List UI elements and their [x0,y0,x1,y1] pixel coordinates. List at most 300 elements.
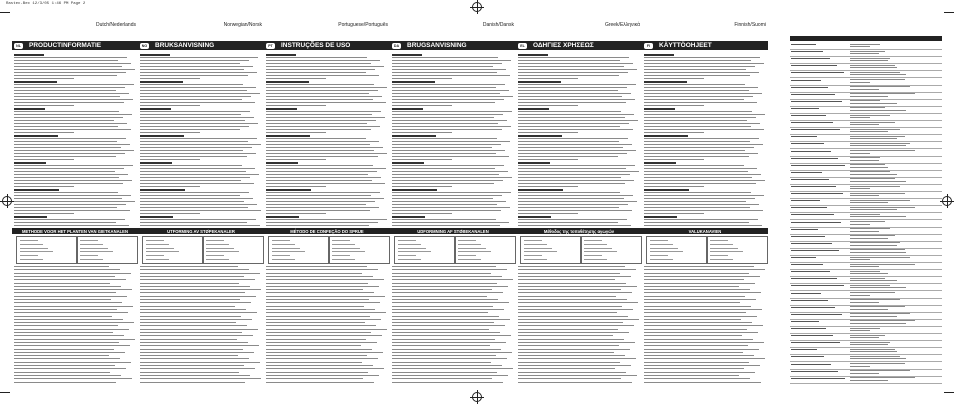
text-line [266,368,384,369]
text-line [518,153,627,154]
diagram-line [584,255,602,256]
text-line [14,368,126,369]
text-line [644,63,764,64]
text-line [392,174,499,175]
diagram-line [524,244,547,245]
text-line [266,60,380,61]
text-line [644,296,745,297]
text-line [14,165,133,166]
sprue-diagram [646,236,708,264]
diagram-line [584,248,612,249]
cell-value [850,122,895,123]
cell-value [850,245,897,246]
text-line [644,81,687,83]
method-header: METHODE VOOR HET PLANTEN VAN GIETKANALEN [12,228,138,234]
text-line [392,299,498,300]
text-line [392,162,424,164]
text-line [518,368,615,369]
text-line [266,309,375,310]
cell-value [850,65,895,66]
panel-header [264,41,390,50]
diagram-line [650,248,678,249]
text-line [14,358,120,359]
text-line [266,362,362,363]
cell-value [850,58,890,59]
text-line [392,66,493,67]
text-line [644,358,765,359]
text-line [140,90,247,91]
text-line [644,312,746,313]
cell-value [850,153,870,154]
text-line [518,266,625,267]
text-line [392,213,452,214]
text-line [14,276,115,277]
cell-label [791,172,822,173]
crop-mark [944,12,954,13]
cell-value [850,228,890,229]
text-line [14,225,129,226]
panel-header [516,41,642,50]
diagram-line [272,255,290,256]
cell-value [850,216,906,217]
text-line [140,299,240,300]
text-line [518,283,626,284]
text-line [14,180,132,181]
text-line [392,153,496,154]
text-line [140,93,260,94]
text-line [518,378,621,379]
text-line [266,312,386,313]
text-line [518,105,578,106]
cell-label [791,335,833,336]
text-line [266,372,368,373]
text-line [140,195,240,196]
text-line [644,362,749,363]
diagram-line [398,259,421,260]
text-line [644,309,762,310]
crop-mark [0,12,10,13]
text-line [140,368,255,369]
text-line [518,213,578,214]
diagram-line [398,251,431,252]
text-line [140,186,200,187]
text-line [14,102,124,103]
text-line [644,332,758,333]
text-line [392,96,513,97]
text-line [14,186,74,187]
text-line [644,273,749,274]
text-line [644,168,757,169]
text-line [14,174,128,175]
text-line [518,198,624,199]
text-line [392,129,502,130]
text-line [140,87,256,88]
text-line [518,159,578,160]
text-line [518,325,634,326]
text-line [14,332,113,333]
text-line [518,129,633,130]
cell-value [850,44,880,45]
cell-value [850,74,906,75]
cell-value [850,107,885,108]
text-line [518,69,637,70]
text-line [266,322,365,323]
text-line [140,283,239,284]
text-line [644,165,744,166]
language-panel [12,22,138,394]
text-line [140,225,260,226]
text-line [644,345,748,346]
text-line [518,299,627,300]
text-line [140,153,256,154]
cell-label [791,51,823,52]
text-line [266,72,366,73]
text-line [392,319,510,320]
text-line [266,289,363,290]
diagram-line [80,240,98,241]
cell-label [791,207,827,208]
text-line [518,309,633,310]
text-line [518,78,578,79]
text-line [518,108,549,110]
text-line [140,75,248,76]
text-line [392,135,436,137]
panel-header [642,41,768,50]
text-line [14,75,117,76]
cell-value [850,342,890,343]
text-line [14,219,125,220]
text-line [140,135,184,137]
text-line [266,375,379,376]
text-line [392,105,452,106]
text-line [518,365,631,366]
text-line [392,144,501,145]
text-line [266,111,381,112]
cell-value [850,328,880,329]
diagram-line [398,255,416,256]
text-line [266,382,374,383]
cell-label [791,222,841,223]
language-panel [264,22,390,394]
text-line [14,114,132,115]
text-line [140,183,254,184]
text-line [644,299,756,300]
text-line [644,156,749,157]
text-line [518,150,636,151]
text-line [644,87,758,88]
cell-value [850,299,900,300]
text-line [14,283,110,284]
text-line [140,358,249,359]
text-line [14,189,59,191]
cell-value [850,188,870,189]
text-line [140,132,200,133]
text-line [266,123,367,124]
cell-label [791,94,835,95]
text-line [518,87,627,88]
text-line [14,126,118,127]
text-line [392,108,423,110]
text-line [140,375,250,376]
text-line [392,93,500,94]
text-line [140,78,200,79]
text-line [140,66,253,67]
text-line [644,276,760,277]
text-line [644,144,763,145]
text-line [14,345,130,346]
text-line [518,269,636,270]
sprue-diagram [580,236,642,264]
cell-label [791,293,821,294]
panel-title: ΟΔΗΓΙΕΣ ΧΡΗΣΕΩΣ [533,42,594,49]
text-line [140,213,200,214]
diagram-line [80,244,103,245]
panel-title: BRUGSANVISNING [407,42,467,49]
sprue-diagram [454,236,516,264]
cell-label [791,101,842,102]
cell-value [850,309,888,310]
text-line [140,60,249,61]
text-line [140,325,247,326]
cell-label [791,364,831,365]
cell-value [850,370,910,371]
text-line [266,147,383,148]
text-line [266,349,372,350]
text-line [140,180,241,181]
diagram-line [20,251,53,252]
text-line [518,225,631,226]
text-line [518,195,633,196]
text-line [140,141,248,142]
cell-value [850,143,910,144]
text-line [644,117,756,118]
text-line [518,306,622,307]
diagram-line [710,240,728,241]
text-line [392,368,513,369]
text-line [644,105,704,106]
text-line [140,126,249,127]
cell-value [850,337,879,338]
cell-value [850,195,879,196]
text-line [266,378,363,379]
cell-label [791,80,821,81]
text-line [644,222,749,223]
text-line [14,162,46,164]
language-badge: EL [518,43,527,49]
text-line [14,111,119,112]
cell-value [850,280,897,281]
cell-value [850,138,897,139]
text-line [644,150,745,151]
text-line [14,84,134,85]
text-line [266,105,326,106]
text-line [266,299,369,300]
text-line [644,355,754,356]
text-line [644,60,751,61]
registration-mark [942,196,952,206]
diagram-line [20,255,38,256]
text-line [140,339,237,340]
diagram-line [524,251,557,252]
cell-value [850,51,885,52]
text-line [392,375,508,376]
sprue-diagram [76,236,138,264]
text-line [14,352,125,353]
cell-label [791,349,817,350]
text-line [392,332,500,333]
cell-value [850,242,900,243]
sprue-diagram [268,236,330,264]
language-badge: DA [393,43,400,48]
cell-value [850,373,879,374]
text-line [140,156,247,157]
text-line [14,296,127,297]
text-line [644,189,689,191]
sprue-diagram [520,236,582,264]
text-line [14,222,116,223]
text-line [14,372,110,373]
text-line [266,168,386,169]
text-line [644,368,744,369]
text-line [644,339,753,340]
cell-value [850,363,905,364]
text-line [518,332,629,333]
text-line [392,335,511,336]
diagram-line [20,248,48,249]
text-line [14,69,135,70]
cell-label [791,200,820,201]
language-badge: NL [14,43,23,49]
text-line [266,186,326,187]
cell-value [850,224,870,225]
text-line [140,120,245,121]
text-line [644,352,743,353]
panel-title: INSTRUÇÕES DE USO [281,42,351,49]
cell-label [791,58,830,59]
text-line [392,186,452,187]
text-line [266,316,370,317]
cell-label [791,115,826,116]
method-header: UTFORMING AV STØPEKANALER [138,228,264,234]
text-line [392,342,506,343]
crop-mark [944,392,954,393]
text-line [266,339,366,340]
cell-value [850,171,890,172]
text-line [392,309,504,310]
text-line [644,138,759,139]
diagram-line [146,255,164,256]
text-line [266,319,381,320]
text-line [392,312,488,313]
diagram-line [272,259,295,260]
cell-value [850,67,897,68]
cell-label [791,229,818,230]
text-line [140,362,260,363]
text-line [518,114,634,115]
text-line [266,302,380,303]
diagram-line [524,259,547,260]
text-line [266,69,375,70]
text-line [140,129,240,130]
diagram-line [458,255,476,256]
text-line [14,60,118,61]
text-line [518,286,637,287]
spec-sheet [790,36,942,386]
text-line [518,81,561,83]
cell-value [850,150,915,151]
text-line [266,93,369,94]
text-line [644,180,765,181]
text-line [392,114,503,115]
cell-value [850,259,870,260]
text-line [392,210,501,211]
text-line [518,180,634,181]
cell-value [850,93,915,94]
text-line [266,78,326,79]
text-line [14,375,121,376]
cell-value [850,249,905,250]
cell-value [850,306,905,307]
text-line [518,362,620,363]
text-line [14,54,44,56]
cell-label [791,65,837,66]
diagram-line [332,251,365,252]
diagram-line [272,240,290,241]
text-line [140,102,255,103]
text-line [266,213,326,214]
language-panel [390,22,516,394]
language-label: Greek/Ελληνικά [604,22,640,28]
text-line [392,279,513,280]
text-line [644,210,763,211]
text-line [518,63,633,64]
text-line [518,355,625,356]
method-header: MÉTODO DE CONFEÇÃO DO SPRUE [264,228,390,234]
text-line [644,126,751,127]
text-line [14,266,109,267]
text-line [644,102,757,103]
cell-value [850,351,897,352]
text-line [518,120,638,121]
text-line [392,57,498,58]
text-line [266,165,373,166]
diagram-line [80,259,103,260]
text-line [266,342,377,343]
text-line [644,171,748,172]
cell-value [850,271,880,272]
diagram-line [398,248,426,249]
text-line [266,195,371,196]
text-line [140,365,244,366]
text-line [518,216,551,218]
text-line [140,276,244,277]
cell-value [850,82,870,83]
cell-value [850,349,895,350]
text-line [392,147,492,148]
diagram-line [20,259,43,260]
text-line [266,171,377,172]
text-line [644,174,761,175]
text-line [644,84,745,85]
text-line [14,198,122,199]
diagram-line [146,251,179,252]
diagram-line [332,244,355,245]
text-line [266,120,376,121]
text-line [392,204,497,205]
text-line [392,292,503,293]
text-line [644,342,764,343]
text-line [518,93,631,94]
